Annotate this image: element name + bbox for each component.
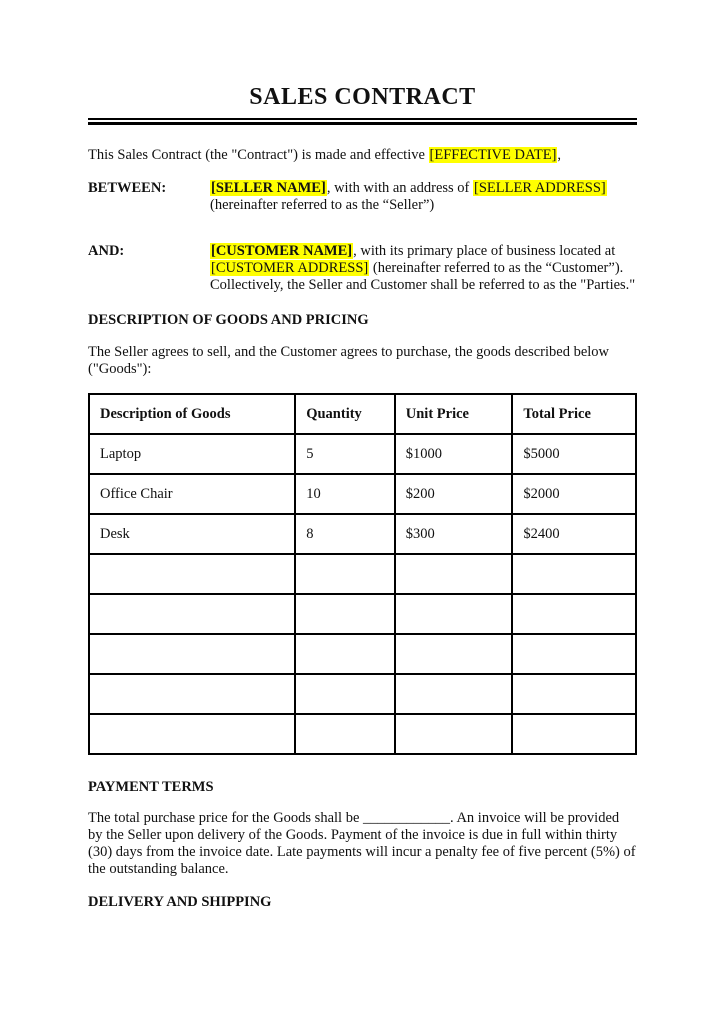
table-row-empty: [89, 674, 636, 714]
table-row: [89, 514, 636, 554]
cell-quantity: 8: [295, 514, 395, 554]
cell-quantity[interactable]: [295, 594, 395, 634]
cell-quantity: 10: [295, 474, 395, 514]
col-header-description: Description of Goods: [89, 394, 295, 434]
seller-address-placeholder[interactable]: [SELLER ADDRESS]: [474, 180, 606, 196]
payment-text-pre: The total purchase price for the Goods shall be: [88, 810, 364, 826]
goods-intro-paragraph: The Seller agrees to sell, and the Customer agrees to purchase, the goods described below ("Goods"):: [88, 344, 610, 377]
cell-unit-price[interactable]: [395, 714, 513, 754]
cell-quantity: 5: [295, 434, 395, 474]
cell-description[interactable]: [89, 674, 295, 714]
cell-total-price: $5000: [512, 434, 636, 474]
customer-address-placeholder[interactable]: [CUSTOMER ADDRESS]: [211, 260, 369, 276]
and-label: AND:: [88, 243, 125, 259]
goods-section-heading: DESCRIPTION OF GOODS AND PRICING: [88, 312, 369, 328]
cell-total-price: $2400: [512, 514, 636, 554]
cell-unit-price[interactable]: [395, 674, 513, 714]
table-row-empty: [89, 714, 636, 754]
page-title: SALES CONTRACT: [249, 84, 476, 110]
intro-text-pre: This Sales Contract (the "Contract") is made and effective: [88, 147, 429, 163]
table-row-empty: [89, 594, 636, 634]
goods-table: [88, 393, 637, 755]
intro-text-post: ,: [557, 147, 562, 163]
table-row-empty: [89, 634, 636, 674]
customer-name-placeholder[interactable]: [CUSTOMER NAME]: [211, 243, 353, 259]
cell-total-price[interactable]: [512, 554, 636, 594]
cell-description[interactable]: [89, 594, 295, 634]
and-text: , with its primary place of business located at: [353, 243, 616, 259]
table-row-empty: [89, 554, 636, 594]
goods-table-header-row: [89, 394, 636, 434]
cell-unit-price[interactable]: [395, 594, 513, 634]
delivery-section-heading: DELIVERY AND SHIPPING: [88, 894, 272, 910]
between-label: BETWEEN:: [88, 180, 167, 196]
and-content: [210, 243, 637, 294]
between-content: [210, 180, 637, 214]
cell-quantity[interactable]: [295, 714, 395, 754]
payment-paragraph: [88, 810, 637, 878]
col-header-total-price: Total Price: [512, 394, 636, 434]
cell-quantity[interactable]: [295, 634, 395, 674]
col-header-unit-price: Unit Price: [395, 394, 513, 434]
cell-total-price[interactable]: [512, 714, 636, 754]
and-section: [88, 243, 637, 294]
payment-section-heading: PAYMENT TERMS: [88, 779, 214, 795]
payment-text-post: . An invoice will be provided by the Seller upon delivery of the Goods. Payment of the invoice is due in full within thirty (30) days from the invoice date. Late payments will incur a penalty fee of five percent (5%) of the outstanding balance.: [88, 810, 636, 877]
cell-unit-price: $200: [395, 474, 513, 514]
cell-total-price[interactable]: [512, 594, 636, 634]
cell-description: Laptop: [89, 434, 295, 474]
cell-unit-price: $300: [395, 514, 513, 554]
table-row: [89, 434, 636, 474]
between-text-line2: (hereinafter referred to as the “Seller”): [210, 197, 435, 213]
cell-unit-price[interactable]: [395, 554, 513, 594]
cell-quantity[interactable]: [295, 554, 395, 594]
and-text-post: (hereinafter referred to as the “Customer”). Collectively, the Seller and Customer shall be referred to as the "Parties.": [210, 260, 636, 293]
title-divider: [88, 118, 637, 125]
total-price-blank[interactable]: ____________: [363, 810, 451, 826]
intro-paragraph: [88, 147, 637, 164]
cell-description: Desk: [89, 514, 295, 554]
cell-quantity[interactable]: [295, 674, 395, 714]
cell-description: Office Chair: [89, 474, 295, 514]
between-section: [88, 180, 637, 214]
cell-total-price[interactable]: [512, 674, 636, 714]
between-text: , with with an address of: [326, 180, 473, 196]
seller-name-placeholder[interactable]: [SELLER NAME]: [211, 180, 326, 196]
cell-description[interactable]: [89, 634, 295, 674]
cell-description[interactable]: [89, 554, 295, 594]
cell-total-price[interactable]: [512, 634, 636, 674]
col-header-quantity: Quantity: [295, 394, 395, 434]
cell-total-price: $2000: [512, 474, 636, 514]
cell-unit-price: $1000: [395, 434, 513, 474]
cell-description[interactable]: [89, 714, 295, 754]
effective-date-placeholder[interactable]: [EFFECTIVE DATE]: [429, 147, 557, 163]
cell-unit-price[interactable]: [395, 634, 513, 674]
table-row: [89, 474, 636, 514]
